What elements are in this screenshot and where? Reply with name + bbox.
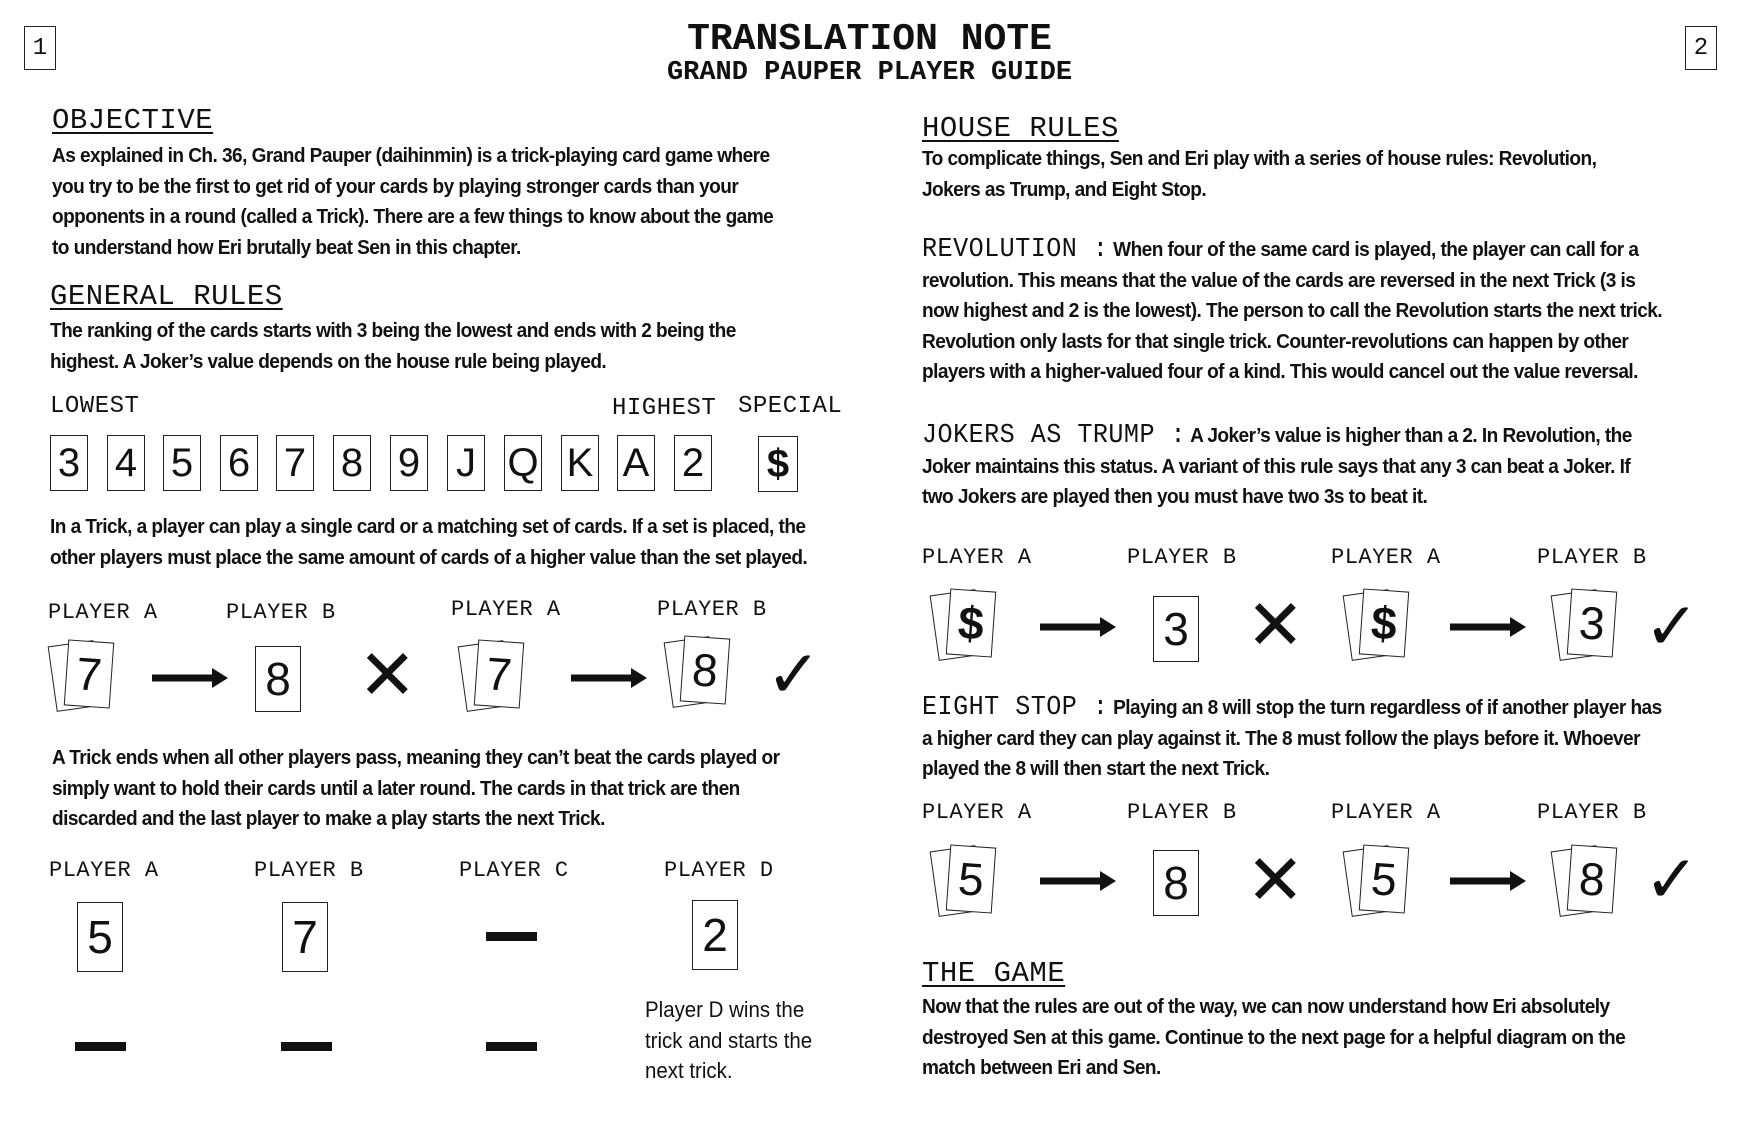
trick-rule-text: In a Trick, a player can play a single card or a matching set of cards. If a set is placed, the other players must place the same amount of cards of a higher value than the set played. — [50, 515, 808, 569]
special-label: SPECIAL — [738, 393, 843, 420]
check-icon: ✓ — [766, 636, 822, 713]
pass-dash-b — [281, 1042, 332, 1051]
check-icon: ✓ — [1644, 841, 1700, 918]
rank-card-4: 4 — [107, 435, 145, 491]
eight-label-a1: PLAYER A — [922, 800, 1032, 825]
joker-card: $ — [758, 436, 798, 492]
jokers-rule: JOKERS AS TRUMP : A Joker’s value is higher than a 2. In Revolution, the Joker maintains this status. A variant of this rule says that any 3 can beat a Joker. If two Jokers are played then you must have two 3s to beat it. — [922, 421, 1632, 508]
rank-card-7: 7 — [276, 435, 314, 491]
eight-label-b1: PLAYER B — [1127, 800, 1237, 825]
jokers-card-stack-a2: $ — [1347, 586, 1417, 668]
example1-card-stack-a2: 7 — [462, 637, 532, 719]
rank-card-6: 6 — [220, 435, 258, 491]
rank-card-3: 3 — [50, 435, 88, 491]
objective-text: As explained in Ch. 36, Grand Pauper (daihinmin) is a trick-playing card game where you try to be the first to get rid of your cards by playing stronger cards than your opponents in a round (called a Trick). There are a few things to know about the game to understand how Eri brutally beat Sen in this chapter. — [52, 144, 774, 259]
rank-card-8: 8 — [333, 435, 371, 491]
right-arrow-icon — [150, 665, 230, 691]
rank-card-A: A — [617, 435, 655, 491]
eight-card-stack-a1: 5 — [934, 842, 1004, 924]
page-number-right: 2 — [1685, 26, 1717, 70]
example1-label-b1: PLAYER B — [226, 600, 336, 625]
house-rules-text: To complicate things, Sen and Eri play with a series of house rules: Revolution, Jokers as Trump, and Eight Stop. — [922, 147, 1597, 201]
cross-icon: ✕ — [1246, 584, 1305, 666]
the-game-heading: THE GAME — [922, 957, 1066, 990]
highest-label: HIGHEST — [612, 395, 717, 422]
cross-icon: ✕ — [358, 634, 417, 716]
house-rules-heading: HOUSE RULES — [922, 112, 1119, 145]
example2-card-b: 7 — [282, 902, 328, 972]
eight-card-b1: 8 — [1153, 850, 1199, 916]
example1-card-stack-b2: 8 — [668, 633, 738, 715]
jokers-label-b1: PLAYER B — [1127, 545, 1237, 570]
example2-label-c: PLAYER C — [459, 858, 569, 883]
revolution-rule: REVOLUTION : When four of the same card is played, the player can call for a revolution. This means that the value of the cards are reversed in the next Trick (3 is now highest and 2 is the lowest). The person to call the Revolution starts the next trick. Revolution only lasts for that single trick. Counter-revolutions can happen by other players with a higher-valued four of a kind. This would cancel out the value reversal. — [922, 235, 1663, 383]
page-number-left: 1 — [24, 26, 56, 70]
example1-label-b2: PLAYER B — [657, 597, 767, 622]
rank-card-9: 9 — [390, 435, 428, 491]
example2-label-a: PLAYER A — [49, 858, 159, 883]
cross-icon: ✕ — [1246, 839, 1305, 921]
example2-caption: Player D wins the trick and starts the next trick. — [645, 997, 813, 1083]
objective-heading: OBJECTIVE — [52, 104, 214, 137]
eight-stop-rule: EIGHT STOP : Playing an 8 will stop the turn regardless of if another player has a higher card they can play against it. The 8 must follow the plays before it. Whoever played the 8 will then start the next Trick. — [922, 693, 1662, 780]
right-arrow-icon — [1448, 868, 1528, 894]
rank-card-Q: Q — [504, 435, 542, 491]
example1-card-stack-a1: 7 — [52, 637, 122, 719]
jokers-card-stack-b2: 3 — [1555, 586, 1625, 668]
general-rules-text: The ranking of the cards starts with 3 being the lowest and ends with 2 being the highest. A Joker’s value depends on the house rule being played. — [50, 319, 736, 373]
jokers-card-stack-a1: $ — [934, 586, 1004, 668]
jokers-card-b1: 3 — [1153, 596, 1199, 662]
eight-card-stack-a2: 5 — [1347, 842, 1417, 924]
rank-card-J: J — [447, 435, 485, 491]
jokers-label-a2: PLAYER A — [1331, 545, 1441, 570]
pass-dash-c2 — [486, 1042, 537, 1051]
jokers-label-b2: PLAYER B — [1537, 545, 1647, 570]
eight-label-b2: PLAYER B — [1537, 800, 1647, 825]
the-game-text: Now that the rules are out of the way, we can now understand how Eri absolutely destroyed Sen at this game. Continue to the next page for a helpful diagram on the match between Eri and Sen. — [922, 995, 1626, 1079]
general-rules-heading: GENERAL RULES — [50, 280, 283, 313]
page-subtitle: GRAND PAUPER PLAYER GUIDE — [666, 58, 1073, 88]
example2-label-d: PLAYER D — [664, 858, 774, 883]
example2-label-b: PLAYER B — [254, 858, 364, 883]
rank-card-5: 5 — [163, 435, 201, 491]
right-arrow-icon — [569, 665, 649, 691]
right-arrow-icon — [1038, 614, 1118, 640]
check-icon: ✓ — [1644, 588, 1700, 665]
rank-card-K: K — [561, 435, 599, 491]
right-arrow-icon — [1448, 614, 1528, 640]
example2-card-a: 5 — [77, 902, 123, 972]
right-arrow-icon — [1038, 868, 1118, 894]
example2-card-d: 2 — [692, 900, 738, 970]
lowest-label: LOWEST — [50, 393, 140, 420]
rank-card-2: 2 — [674, 435, 712, 491]
example1-label-a2: PLAYER A — [451, 597, 561, 622]
example1-card-b1: 8 — [255, 646, 301, 712]
pass-dash-a — [75, 1042, 126, 1051]
trick-end-text: A Trick ends when all other players pass, meaning they can’t beat the cards played or simply want to hold their cards until a later round. The cards in that trick are then discarded and the last player to make a play starts the next Trick. — [52, 746, 780, 830]
jokers-label-a1: PLAYER A — [922, 545, 1032, 570]
page-title: TRANSLATION NOTE — [687, 18, 1052, 61]
eight-label-a2: PLAYER A — [1331, 800, 1441, 825]
example1-label-a1: PLAYER A — [48, 600, 158, 625]
eight-card-stack-b2: 8 — [1555, 842, 1625, 924]
pass-dash-c — [486, 932, 537, 941]
